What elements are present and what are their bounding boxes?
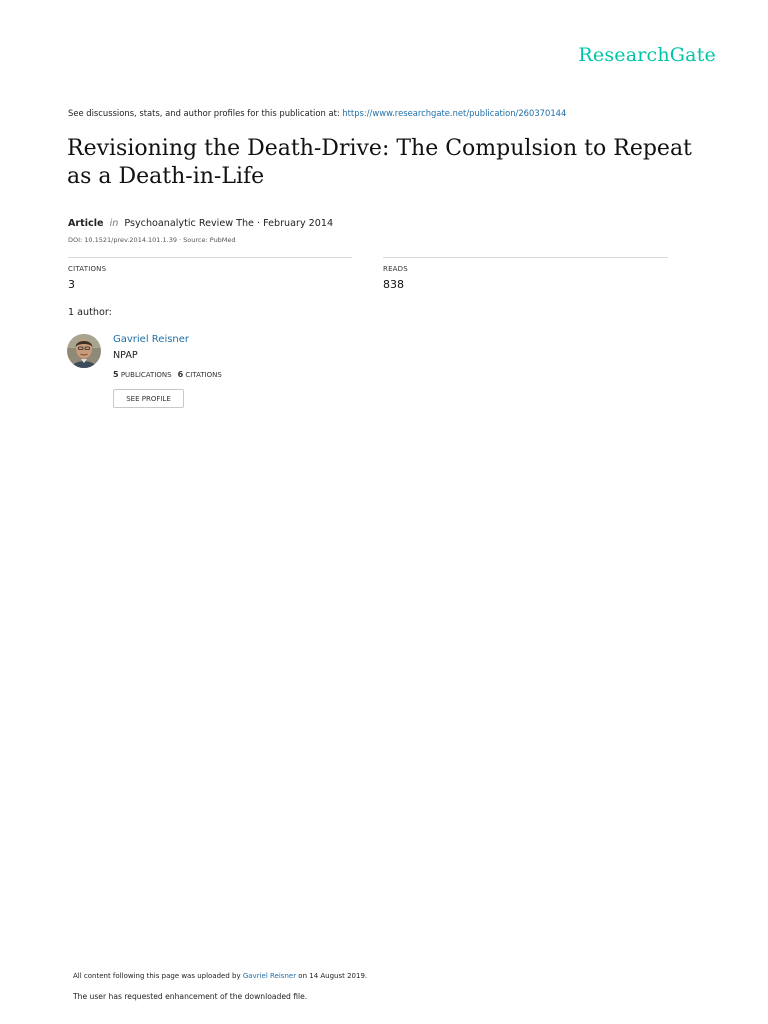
see-profile-button[interactable]: SEE PROFILE bbox=[113, 389, 184, 408]
publication-meta bbox=[68, 218, 333, 229]
doi-source-line: DOI: 10.1521/prev.2014.101.1.39 · Source: PubMed bbox=[68, 236, 236, 244]
authors-heading: 1 author: bbox=[68, 307, 112, 318]
author-institution: NPAP bbox=[113, 350, 138, 361]
author-citations-count: 6 bbox=[177, 370, 184, 379]
in-label: in bbox=[109, 218, 119, 229]
author-citations-label: CITATIONS bbox=[185, 371, 222, 379]
publication-title: Revisioning the Death-Drive: The Compulsion to Repeat as a Death-in-Life bbox=[67, 136, 692, 189]
discussion-notice-text: See discussions, stats, and author profiles for this publication at: bbox=[68, 108, 343, 118]
author-stats bbox=[113, 370, 222, 379]
citations-value: 3 bbox=[68, 278, 75, 291]
uploader-link[interactable]: Gavriel Reisner bbox=[242, 972, 297, 980]
publication-type: Article bbox=[68, 218, 104, 229]
journal-and-date: Psychoanalytic Review The · February 2014 bbox=[124, 218, 334, 229]
upload-prefix: All content following this page was uploaded by bbox=[73, 972, 243, 980]
enhancement-request-notice: The user has requested enhancement of the downloaded file. bbox=[73, 992, 308, 1001]
upload-suffix: on 14 August 2019. bbox=[296, 972, 368, 980]
publication-url-link[interactable]: https://www.researchgate.net/publication/260370144 bbox=[342, 108, 567, 118]
author-name-link[interactable]: Gavriel Reisner bbox=[113, 334, 190, 345]
avatar-image bbox=[67, 334, 101, 368]
reads-label: READS bbox=[383, 265, 408, 273]
researchgate-logo[interactable]: ResearchGate bbox=[578, 44, 716, 66]
reads-value: 838 bbox=[383, 278, 404, 291]
reads-divider bbox=[383, 257, 668, 258]
citations-divider bbox=[68, 257, 352, 258]
author-publications-label: PUBLICATIONS bbox=[120, 371, 172, 379]
upload-notice bbox=[73, 972, 367, 980]
author-avatar[interactable] bbox=[67, 334, 101, 368]
author-publications-count: 5 bbox=[113, 370, 119, 379]
discussion-notice bbox=[68, 108, 566, 118]
citations-label: CITATIONS bbox=[68, 265, 107, 273]
